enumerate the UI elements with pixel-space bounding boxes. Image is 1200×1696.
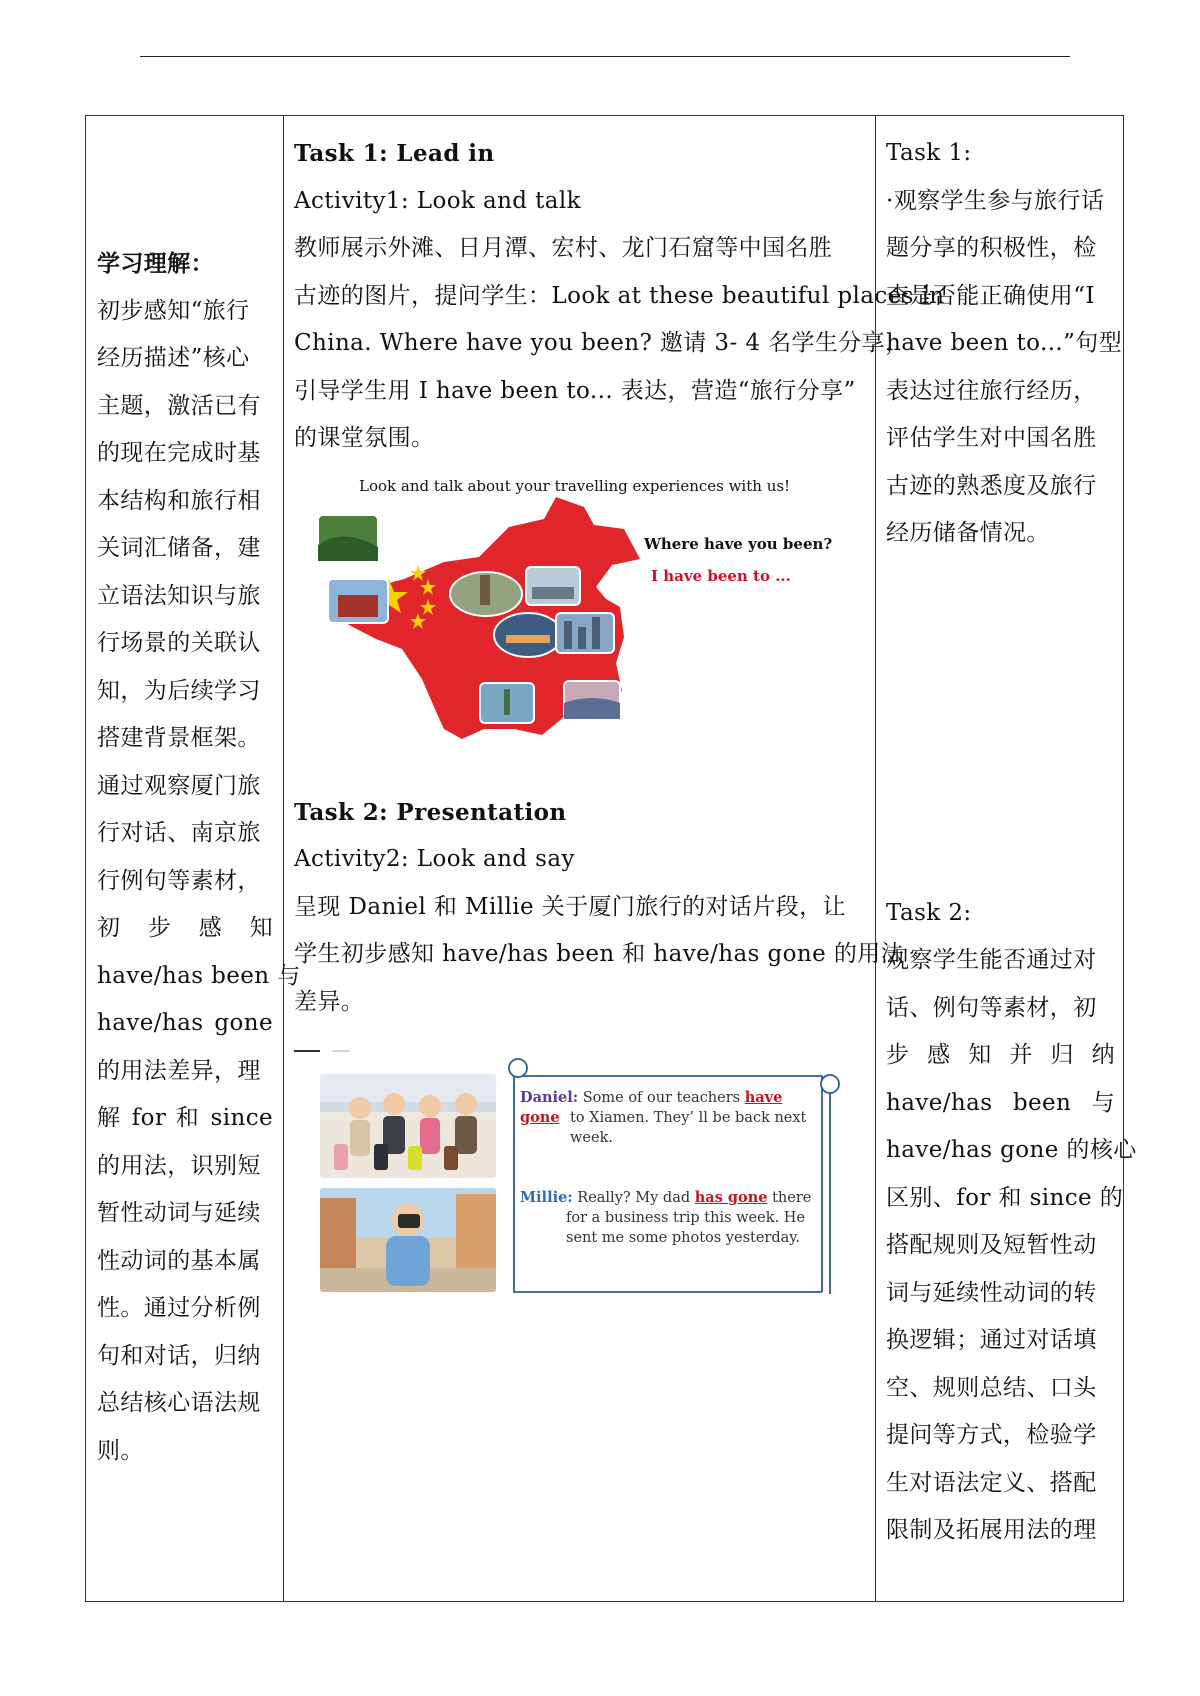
text-line: 提问等方式，检验学	[886, 1422, 1097, 1448]
text-line: have been to...”句型	[886, 330, 1123, 356]
text-line: 性动词的基本属	[97, 1247, 261, 1274]
text-line: 则。	[97, 1437, 144, 1464]
text-line: 题分享的积极性，检	[886, 235, 1097, 261]
assessment-task1-text	[886, 178, 1123, 558]
photo-detail	[480, 575, 490, 605]
activity-cell	[283, 116, 945, 1601]
text-line: 经历描述”核心	[97, 345, 250, 371]
millie-speaker: Millie:	[520, 1189, 573, 1206]
text-line: have/has gone	[97, 1010, 273, 1036]
text-line: 教师展示外滩、日月潭、宏村、龙门石窟等中国名胜	[294, 235, 833, 261]
text-line: 关词汇储备，建	[97, 535, 261, 561]
daniel-blank-answer: have gone	[520, 1089, 783, 1126]
text-line: 生对语法定义、搭配	[886, 1469, 1097, 1496]
task2-description	[294, 884, 905, 1027]
photo-detail	[338, 595, 378, 617]
photo-detail	[578, 627, 586, 649]
text-line: have/has been 与	[886, 1089, 1115, 1116]
text-line: 差异。	[294, 988, 365, 1015]
text-line: 词与延续性动词的转	[886, 1279, 1097, 1306]
travel-family-photo	[320, 1074, 496, 1178]
millie-line	[520, 1188, 820, 1208]
photo-detail	[532, 587, 574, 599]
dialogue-scroll	[504, 1054, 846, 1299]
text-line: 学生初步感知 have/has been 和 have/has gone 的用法	[294, 941, 905, 967]
text-line: 初 步 感 知	[97, 915, 273, 941]
assessment-task1-label: Task 1:	[886, 140, 972, 166]
text-line: 步 感 知 并 归 纳	[886, 1042, 1115, 1068]
text-line: 限制及拓展用法的理	[886, 1517, 1097, 1543]
photo-detail	[564, 621, 572, 649]
text-line: 总结核心语法规	[97, 1390, 261, 1416]
text-line: 暂性动词与延续	[97, 1200, 261, 1226]
map-answer: I have been to ...	[651, 566, 791, 585]
photo-detail	[564, 698, 620, 719]
text-line: 搭建背景框架。	[97, 725, 261, 751]
text-line: 空、规则总结、口头	[886, 1374, 1097, 1401]
text-line: 行场景的关联认	[97, 630, 261, 656]
text-line: 知，为后续学习	[97, 677, 261, 704]
text-line: 古迹的图片，提问学生：Look at these beautiful places in	[294, 282, 945, 309]
header-rule	[140, 56, 1070, 57]
photo-village	[526, 567, 580, 605]
assessment-task2-text	[886, 937, 1137, 1555]
text-line: 通过观察厦门旅	[97, 772, 261, 799]
objective-text	[97, 288, 301, 1476]
text-line: 本结构和旅行相	[97, 487, 261, 514]
task1-activity: Activity1: Look and talk	[294, 187, 581, 214]
map-question: Where have you been?	[644, 534, 833, 553]
text-line: 初步感知“旅行	[97, 297, 250, 324]
dash-line	[294, 1050, 320, 1052]
text-line: 表达过往旅行经历，	[886, 377, 1097, 404]
text-line: 经历储备情况。	[886, 520, 1050, 546]
text-line: 行对话、南京旅	[97, 820, 261, 846]
text-line: 句和对话，归纳	[97, 1342, 261, 1369]
text-line: 观察学生能否通过对	[886, 947, 1097, 973]
text-line: 的用法，识别短	[97, 1152, 261, 1179]
photo-detail	[592, 617, 600, 649]
task1-title: Task 1: Lead in	[294, 140, 495, 167]
daniel-line-3: week.	[570, 1130, 613, 1146]
dialogue-figure	[294, 1026, 869, 1326]
daniel-speaker: Daniel:	[520, 1089, 579, 1106]
daniel-text: Some of our teachers	[582, 1090, 741, 1106]
text-line: 话、例句等素材，初	[886, 994, 1097, 1021]
text-line: China. Where have you been? 邀请 3- 4 名学生分享，	[294, 330, 909, 356]
millie-text: Really? My dad	[577, 1190, 691, 1206]
assessment-cell	[875, 116, 1137, 1601]
photo-detail	[504, 689, 510, 715]
task2-title: Task 2: Presentation	[294, 798, 567, 826]
text-line: 评估学生对中国名胜	[886, 425, 1097, 451]
text-line: 古迹的熟悉度及旅行	[886, 472, 1097, 499]
text-line: 解 for 和 since	[97, 1105, 273, 1131]
text-line: 的现在完成时基	[97, 440, 261, 466]
task1-description	[294, 225, 945, 463]
dash-line	[332, 1050, 350, 1052]
dad-photographer-photo	[320, 1188, 496, 1292]
lesson-table	[85, 115, 1137, 1602]
text-line: 性。通过分析例	[97, 1295, 261, 1321]
china-map-illustration	[294, 467, 854, 747]
text-line: 主题，激活已有	[97, 392, 261, 419]
task2-activity: Activity2: Look and say	[294, 846, 575, 872]
millie-line-3: sent me some photos yesterday.	[566, 1230, 801, 1246]
text-line: 的用法差异，理	[97, 1057, 261, 1084]
millie-line-2: for a business trip this week. He	[566, 1210, 805, 1226]
map-caption: Look and talk about your travelling experiences with us!	[359, 476, 791, 495]
text-line: 立语法知识与旅	[97, 582, 261, 609]
photo-detail	[506, 635, 550, 643]
millie-text-post: there	[772, 1190, 812, 1206]
daniel-line-2: to Xiamen. They’ ll be back next	[570, 1110, 807, 1126]
text-line: 区别、for 和 since 的	[886, 1184, 1124, 1211]
text-line: 搭配规则及短暂性动	[886, 1232, 1097, 1258]
objective-heading: 学习理解：	[97, 250, 214, 277]
text-line: ·观察学生参与旅行话	[886, 187, 1105, 214]
spacer	[886, 558, 1115, 890]
text-line: 的课堂氛围。	[294, 425, 435, 451]
text-line: 查是否能正确使用“I	[886, 282, 1095, 309]
china-map-figure	[294, 467, 854, 747]
text-line: 行例句等素材，	[97, 867, 261, 894]
learning-objective-cell	[86, 116, 301, 1601]
text-line: 换逻辑；通过对话填	[886, 1327, 1097, 1353]
text-line: 引导学生用 I have been to... 表达，营造“旅行分享”	[294, 377, 856, 404]
assessment-task2-label: Task 2:	[886, 899, 972, 926]
spacer	[294, 747, 867, 789]
millie-blank-answer: has gone	[694, 1189, 768, 1206]
text-line: 呈现 Daniel 和 Millie 关于厦门旅行的对话片段，让	[294, 893, 846, 920]
text-line: have/has gone 的核心	[886, 1137, 1137, 1163]
text-line: have/has been 与	[97, 962, 301, 989]
